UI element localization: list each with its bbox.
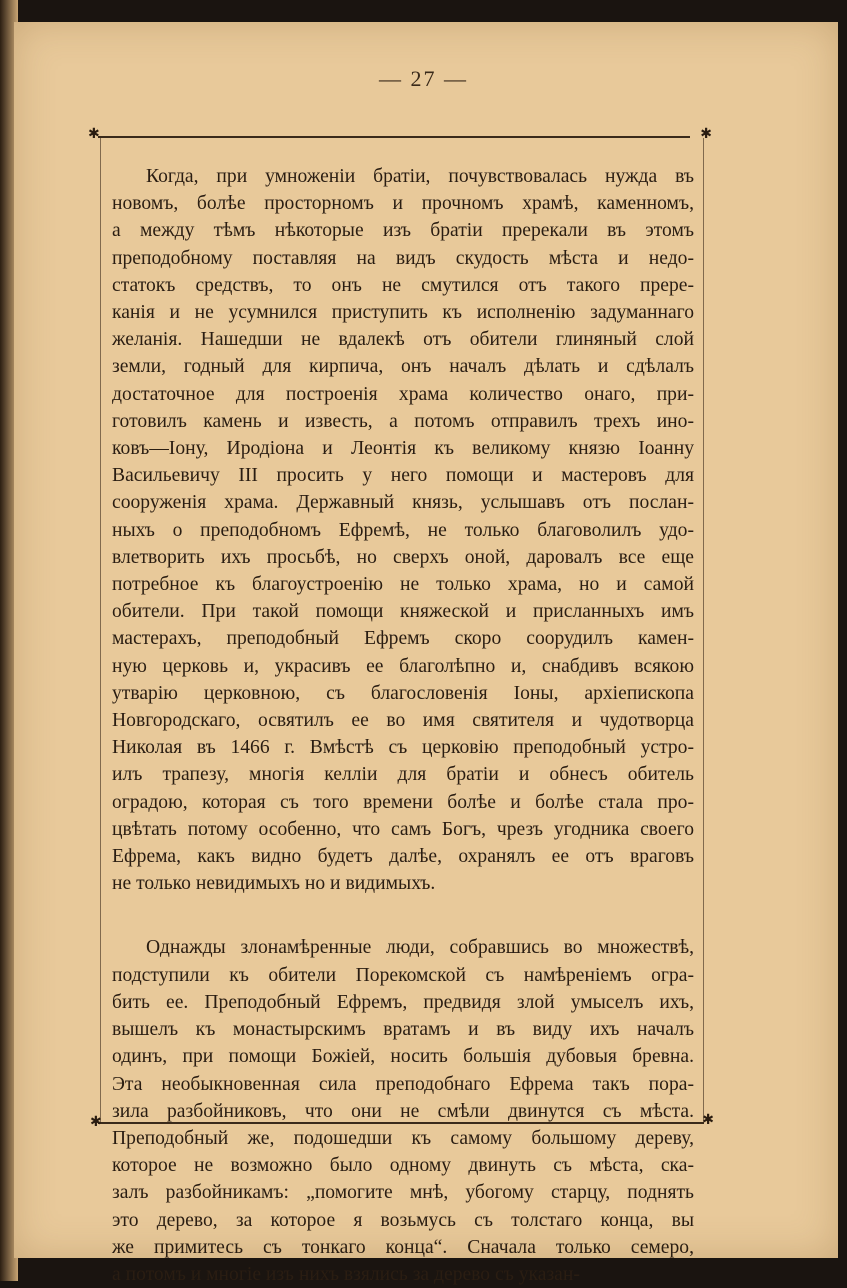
text-line: потребное къ благоустроенію не только храма, но и самой [112,574,694,596]
frame-left-rule [100,138,101,1124]
text-line: зила разбойниковъ, что они не смѣли двинутся съ мѣста. [112,1100,694,1122]
text-line: подступили къ обители Порекомской съ намѣреніемъ огра- [112,964,694,986]
star-ornament-icon: ✱ [88,127,100,142]
text-line: это дерево, за которое я возьмусь съ толстаго конца, вы [112,1209,694,1231]
text-line: же примитесь съ тонкаго конца“. Сначала только семеро, [112,1236,694,1258]
text-line: которое не возможно было одному двинуть съ мѣста, ска- [112,1155,694,1177]
text-line: не только невидимыхъ но и видимыхъ. [112,873,436,895]
text-line: желанія. Нашедши не вдалекѣ отъ обители глиняный слой [112,329,694,351]
text-line: обители. При такой помощи княжеской и присланныхъ имъ [112,601,694,623]
text-line: готовилъ камень и известь, а потомъ отправилъ трехъ ино- [112,410,694,432]
text-line: Новгородскаго, освятилъ ее во имя святителя и чудотворца [112,710,694,732]
text-line: преподобному поставляя на видъ скудость мѣста и недо- [112,247,694,269]
frame-top-rule [98,136,690,138]
text-line: Когда, при умноженіи братіи, почувствовалась нужда въ [146,166,694,187]
text-line: бить ее. Преподобный Ефремъ, предвидя злой умыселъ ихъ, [112,991,694,1013]
star-ornament-icon: ✱ [702,1113,714,1128]
text-line: мастерахъ, преподобный Ефремъ скоро соорудилъ камен- [112,628,694,650]
text-line: цвѣтать потому особенно, что самъ Богъ, чрезъ угодника своего [112,818,694,840]
text-line: а потомъ и многіе изъ нихъ взялись за дерево съ указан- [112,1263,580,1285]
paragraph-1 [112,163,694,897]
text-line: Однажды злонамѣренные люди, собравшись во множествѣ, [146,937,694,959]
text-line: статокъ средствъ, то онъ не смутился отъ такого прере- [112,274,694,296]
page-body [112,163,694,1288]
paragraph-2 [112,934,694,1288]
text-line: илъ трапезу, многія келліи для братіи и обнесъ обитель [112,764,694,786]
star-ornament-icon: ✱ [90,1115,102,1130]
text-line: оградою, которая съ того времени болѣе и болѣе стала про- [112,791,694,813]
text-line: а между тѣмъ нѣкоторые изъ братіи пререкали въ этомъ [112,220,694,242]
text-line: достаточное для построенія храма количество онаго, при- [112,383,694,405]
text-line: влетворить ихъ просьбѣ, но сверхъ оной, даровалъ все еще [112,546,694,568]
text-line: земли, годный для кирпича, онъ началъ дѣлать и сдѣлалъ [112,356,694,378]
text-line: канія и не усумнился приступить къ исполненію задуманнаго [112,302,694,324]
text-line: ную церковь и, украсивъ ее благолѣпно и, снабдивъ всякою [112,655,694,677]
page-number: — 27 — [379,66,468,91]
text-line: сооруженія храма. Державный князь, услышавъ отъ послан- [112,492,694,514]
text-line: залъ разбойникамъ: „помогите мнѣ, убогому старцу, поднять [112,1182,694,1204]
star-ornament-icon: ✱ [700,127,712,142]
text-line: ковъ—Іону, Иродіона и Леонтія къ великому князю Іоанну [112,438,694,460]
frame-right-rule [703,138,704,1124]
text-line: утварію церковною, съ благословенія Іоны, архіепископа [112,682,694,704]
text-line: ныхъ о преподобномъ Ефремѣ, не только благоволилъ удо- [112,519,694,541]
text-line: одинъ, при помощи Божіей, носить большія дубовыя бревна. [112,1046,694,1068]
text-line: вышелъ къ монастырскимъ вратамъ и въ виду ихъ началъ [112,1019,694,1041]
text-line: Николая въ 1466 г. Вмѣстѣ съ церковію преподобный устро- [112,737,694,759]
text-line: Преподобный же, подошедши къ самому большому дереву, [112,1127,694,1149]
text-line: Ефрема, какъ видно будетъ далѣе, охранялъ ее отъ враговъ [112,846,694,868]
text-line: Васильевичу III просить у него помощи и мастеровъ для [112,465,694,487]
text-line: новомъ, болѣе просторномъ и прочномъ храмѣ, каменномъ, [112,193,694,215]
text-line: Эта необыкновенная сила преподобнаго Ефрема такъ пора- [112,1073,694,1095]
